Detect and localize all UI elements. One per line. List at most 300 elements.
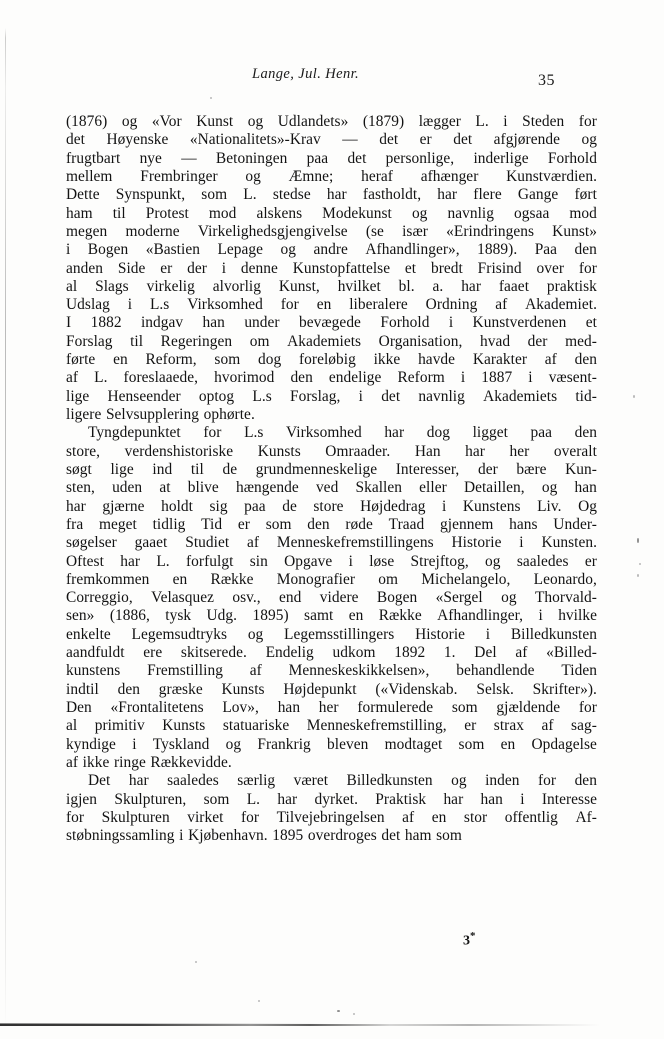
text-line bbox=[66, 516, 597, 534]
word: Selsk. bbox=[476, 680, 514, 698]
word: overdroges bbox=[307, 827, 377, 845]
word: Højdepunkt bbox=[283, 680, 357, 698]
word: Strejftog, bbox=[410, 552, 469, 570]
word: har bbox=[437, 186, 458, 204]
word: Virksomhed bbox=[286, 424, 362, 442]
word: Gange bbox=[517, 186, 559, 204]
word: og bbox=[121, 113, 138, 130]
text-line bbox=[66, 241, 597, 259]
word: førte bbox=[66, 351, 96, 369]
word: er bbox=[464, 717, 477, 735]
word: Thorvald- bbox=[534, 589, 597, 607]
word: 1887 bbox=[481, 369, 513, 387]
text-line bbox=[66, 388, 597, 406]
word: foreløbig bbox=[298, 351, 356, 369]
word: med- bbox=[565, 332, 597, 350]
word: Endelig bbox=[265, 644, 314, 662]
word: havde bbox=[418, 351, 456, 369]
word: kyndige bbox=[66, 735, 116, 753]
word: anden bbox=[66, 259, 103, 277]
word: Frankrig bbox=[257, 735, 311, 753]
word: formulerede bbox=[357, 699, 434, 716]
word: for bbox=[66, 808, 85, 826]
running-head-title: Lange, Jul. Henr. bbox=[252, 66, 360, 82]
word: («Videnskab. bbox=[375, 680, 458, 698]
word: hvad bbox=[479, 332, 511, 350]
word: Frembringer bbox=[140, 167, 218, 185]
word: af bbox=[247, 534, 260, 552]
word: hvilke bbox=[558, 607, 597, 625]
word: et bbox=[585, 314, 597, 332]
word: Organisation, bbox=[378, 332, 463, 350]
word: røde bbox=[345, 515, 373, 533]
word: behandlende bbox=[456, 662, 535, 680]
word: sten, bbox=[66, 479, 95, 497]
word: og bbox=[581, 131, 597, 149]
word: den bbox=[574, 351, 597, 369]
text-line bbox=[66, 589, 597, 607]
scan-speck bbox=[195, 961, 197, 963]
word: primitiv bbox=[94, 717, 145, 735]
word: Selvsupplering bbox=[105, 406, 199, 423]
word: for bbox=[578, 699, 597, 716]
word: Slags bbox=[95, 277, 129, 295]
word: under bbox=[244, 314, 280, 332]
word: Akademiets bbox=[483, 387, 558, 405]
word: foreslaaede, bbox=[123, 369, 199, 387]
word: gjærne bbox=[102, 497, 145, 515]
word: eller bbox=[419, 479, 447, 497]
word: denne bbox=[240, 259, 278, 277]
text-line bbox=[66, 461, 597, 479]
word: i bbox=[66, 241, 71, 259]
word: han bbox=[202, 314, 225, 332]
text-line bbox=[66, 791, 597, 809]
word: Kunst bbox=[196, 113, 234, 130]
word: (1876) bbox=[66, 113, 108, 130]
text-line bbox=[66, 607, 597, 625]
word: inden bbox=[485, 772, 520, 790]
word: end bbox=[279, 589, 302, 607]
word: for bbox=[538, 772, 557, 790]
word: faaet bbox=[498, 277, 530, 295]
word: moderne bbox=[125, 222, 180, 240]
word: det bbox=[379, 131, 399, 149]
word: a. bbox=[432, 277, 444, 295]
word: i bbox=[448, 314, 454, 332]
word: til bbox=[112, 204, 126, 222]
word: I bbox=[66, 314, 72, 332]
word: Kunstopfattelse bbox=[292, 259, 391, 277]
word: Kunstverdenen bbox=[472, 314, 567, 332]
word: om bbox=[249, 332, 270, 350]
word: Afhandlinger, bbox=[437, 607, 524, 625]
word: dog bbox=[426, 424, 450, 442]
word: det bbox=[381, 827, 401, 845]
word: 1895) bbox=[252, 607, 289, 625]
word: L. bbox=[156, 552, 170, 570]
word: og bbox=[411, 204, 428, 222]
text-line bbox=[66, 534, 597, 552]
word: græske bbox=[158, 680, 203, 698]
word: bevægede bbox=[299, 314, 361, 332]
word: en bbox=[316, 296, 332, 314]
word: den bbox=[574, 772, 597, 790]
word: — bbox=[181, 149, 197, 167]
word: strax bbox=[493, 717, 524, 735]
word: skitserede. bbox=[180, 644, 247, 662]
word: «Sergel bbox=[435, 589, 483, 607]
scan-speck bbox=[258, 1000, 260, 1002]
word: som bbox=[436, 827, 462, 845]
word: af bbox=[541, 717, 554, 735]
word: L.s bbox=[244, 424, 264, 442]
word: Højdedrag bbox=[360, 497, 426, 515]
word: de bbox=[282, 497, 297, 515]
word: Detaillen, bbox=[463, 479, 525, 497]
word: samt bbox=[304, 607, 334, 625]
word: ikke bbox=[82, 753, 110, 771]
word: osv., bbox=[232, 589, 261, 607]
word: som bbox=[451, 699, 478, 716]
word: ikke bbox=[373, 351, 401, 369]
word: Frisind bbox=[477, 259, 522, 277]
word: det bbox=[66, 131, 85, 149]
word: Kjøbenhavn. bbox=[188, 827, 268, 845]
word: Fremstilling bbox=[147, 662, 223, 680]
word: forfulgt bbox=[185, 552, 234, 570]
text-line bbox=[66, 351, 597, 369]
word: har bbox=[277, 790, 298, 808]
word: Reform, bbox=[145, 351, 197, 369]
word: Legemsstillingers bbox=[284, 625, 395, 643]
word: Monografier bbox=[276, 570, 356, 588]
word: Traad bbox=[388, 515, 425, 533]
page-number: 35 bbox=[538, 72, 555, 89]
word: praktisk bbox=[546, 277, 597, 295]
word: tid- bbox=[575, 387, 597, 405]
word: Tyngdepunktet bbox=[88, 424, 181, 442]
text-line bbox=[66, 717, 597, 735]
word: andre bbox=[313, 241, 348, 259]
word: han bbox=[480, 790, 503, 808]
word: Akademiets bbox=[287, 332, 362, 350]
word: megen bbox=[66, 222, 108, 240]
word: har bbox=[120, 552, 141, 570]
word: ere bbox=[143, 644, 163, 662]
word: er bbox=[584, 552, 597, 570]
word: har bbox=[66, 497, 86, 515]
word: Del bbox=[474, 644, 497, 662]
word: store bbox=[313, 497, 344, 515]
word: lægger bbox=[418, 113, 461, 130]
word: bære bbox=[516, 460, 547, 478]
word: ligere bbox=[66, 406, 102, 423]
word: han bbox=[277, 699, 301, 716]
text-line bbox=[66, 809, 597, 827]
scan-speck bbox=[637, 574, 639, 577]
word: der bbox=[477, 460, 498, 478]
word: tidlig bbox=[152, 515, 186, 533]
word: gjennem bbox=[440, 515, 494, 533]
word: navnlig bbox=[418, 387, 465, 405]
word: Tid bbox=[201, 515, 223, 533]
word: i bbox=[132, 735, 137, 753]
word: Menneskefremstillingens bbox=[276, 534, 434, 552]
word: Praktisk bbox=[375, 790, 427, 808]
word: Høyenske bbox=[106, 131, 169, 149]
word: alvorlig bbox=[212, 277, 262, 295]
signature-superscript: * bbox=[470, 930, 476, 942]
word: afhænger bbox=[420, 167, 479, 185]
word: i bbox=[221, 259, 227, 277]
word: sen» bbox=[66, 607, 95, 625]
running-head bbox=[0, 66, 664, 92]
word: Rækkevidde. bbox=[150, 753, 232, 771]
word: som bbox=[458, 735, 485, 753]
text-line bbox=[66, 571, 597, 589]
text-line bbox=[66, 406, 597, 424]
word: liberalere bbox=[349, 296, 408, 314]
text-line bbox=[66, 296, 597, 314]
word: i bbox=[538, 607, 543, 625]
scan-edge-artifact-bottom-secondary bbox=[0, 1023, 330, 1024]
word: søgelser bbox=[66, 534, 117, 552]
word: ligget bbox=[472, 424, 508, 442]
word: Correggio, bbox=[66, 589, 133, 607]
word: søgt bbox=[66, 460, 92, 478]
word: Akademiet. bbox=[525, 296, 597, 314]
word: al bbox=[66, 717, 78, 735]
word: det bbox=[453, 131, 473, 149]
word: har bbox=[443, 790, 464, 808]
word: afgjørende bbox=[493, 131, 560, 149]
word: og bbox=[245, 167, 261, 185]
word: i bbox=[179, 827, 184, 845]
text-line bbox=[66, 498, 597, 516]
word: er bbox=[419, 131, 432, 149]
word: «Erindringens bbox=[446, 222, 534, 240]
word: for bbox=[578, 259, 597, 277]
word: her bbox=[318, 699, 339, 716]
word: L.s bbox=[252, 387, 272, 405]
word: Skallen bbox=[355, 479, 402, 497]
word: Forhold bbox=[380, 314, 430, 332]
word: saaledes bbox=[167, 772, 219, 790]
word: nye bbox=[139, 149, 162, 167]
word: Historie bbox=[451, 534, 502, 552]
scan-speck bbox=[210, 97, 212, 99]
scan-speck bbox=[639, 563, 641, 565]
word: om bbox=[378, 570, 399, 588]
word: hængende bbox=[235, 479, 299, 497]
word: Regeringen bbox=[160, 332, 233, 350]
word: dog bbox=[257, 351, 282, 369]
word: og bbox=[225, 735, 242, 753]
word: Kunstens bbox=[462, 497, 521, 515]
word: Ordning bbox=[425, 296, 478, 314]
text-line bbox=[66, 479, 597, 497]
word: Forslag bbox=[66, 332, 113, 350]
word: af bbox=[249, 662, 262, 680]
word: har bbox=[128, 772, 149, 790]
word: Protest bbox=[145, 204, 189, 222]
word: Modekunst bbox=[322, 204, 392, 222]
text-line bbox=[66, 186, 597, 204]
word: Reform bbox=[397, 369, 445, 387]
word: for bbox=[203, 424, 222, 442]
word: som bbox=[203, 790, 230, 808]
word: Legemsudtryks bbox=[131, 625, 228, 643]
word: ophørte. bbox=[203, 406, 255, 423]
word: og bbox=[451, 772, 467, 790]
word: «Frontalitetens bbox=[110, 699, 204, 716]
word: stor bbox=[463, 808, 488, 826]
word: Det bbox=[88, 772, 111, 790]
word: al bbox=[66, 277, 78, 295]
word: ham bbox=[66, 204, 93, 222]
word: Kunsten. bbox=[541, 534, 597, 552]
word: væsent- bbox=[548, 369, 597, 387]
word: den bbox=[307, 515, 330, 533]
word: fra bbox=[66, 515, 84, 533]
text-line bbox=[66, 260, 597, 278]
word: (1879) bbox=[362, 113, 405, 130]
word: sig bbox=[209, 497, 228, 515]
word: tysk bbox=[165, 607, 192, 625]
word: «Nationalitets»-Krav bbox=[189, 131, 321, 149]
signature-number: 3 bbox=[463, 933, 470, 949]
word: videre bbox=[319, 589, 359, 607]
word: i bbox=[442, 497, 447, 515]
word: han bbox=[574, 479, 597, 497]
text-line bbox=[66, 314, 597, 332]
word: Bogen bbox=[376, 589, 418, 607]
body-text-block bbox=[66, 113, 597, 846]
word: til bbox=[130, 332, 144, 350]
word: Kunstværdien. bbox=[506, 167, 597, 185]
word: blive bbox=[187, 479, 219, 497]
word: for bbox=[280, 296, 299, 314]
word: er bbox=[160, 259, 173, 277]
word: paa bbox=[244, 497, 266, 515]
word: Dette bbox=[66, 186, 100, 204]
text-line bbox=[66, 369, 597, 387]
word: bl. bbox=[398, 277, 415, 295]
printer-signature-mark bbox=[463, 930, 476, 950]
word: Udlandets» bbox=[277, 113, 349, 130]
word: 1882 bbox=[90, 314, 122, 332]
word: Skulpturen bbox=[101, 808, 170, 826]
word: Omraader. bbox=[325, 442, 391, 460]
word: og bbox=[485, 552, 501, 570]
text-line bbox=[66, 168, 597, 186]
word: flere bbox=[473, 186, 502, 204]
word: og bbox=[541, 479, 558, 497]
word: den bbox=[290, 369, 313, 387]
word: Virksomhed bbox=[187, 296, 263, 314]
word: Synspunkt, bbox=[115, 186, 186, 204]
word: Billedkunsten bbox=[510, 625, 597, 643]
word: verdenshistoriske bbox=[124, 442, 234, 460]
word: Under- bbox=[553, 515, 597, 533]
word: statuariske bbox=[222, 717, 290, 735]
word: her bbox=[509, 442, 530, 460]
word: et bbox=[404, 259, 417, 277]
word: Virkelighedsgjengivelse bbox=[197, 222, 348, 240]
word: Betoningen bbox=[215, 149, 288, 167]
word: en bbox=[431, 808, 447, 826]
word: Menneskefremstilling, bbox=[306, 717, 447, 735]
word: løse bbox=[369, 552, 395, 570]
word: Kun- bbox=[565, 460, 597, 478]
word: Skulpturen, bbox=[114, 790, 187, 808]
word: for bbox=[578, 113, 597, 130]
word: Skrifter»). bbox=[532, 680, 597, 698]
word: Michelangelo, bbox=[421, 570, 511, 588]
word: i bbox=[348, 552, 353, 570]
word: Karakter bbox=[472, 351, 528, 369]
word: Interesse bbox=[541, 790, 597, 808]
word: af bbox=[402, 808, 415, 826]
word: Kunsts bbox=[221, 680, 265, 698]
word: personlige, bbox=[385, 149, 455, 167]
word: saaledes bbox=[516, 552, 569, 570]
word: især bbox=[402, 222, 428, 240]
word: har bbox=[326, 186, 347, 204]
text-line bbox=[66, 424, 597, 442]
scan-speck bbox=[633, 395, 635, 398]
word: hvilket bbox=[337, 277, 381, 295]
word: ogsaa bbox=[514, 204, 550, 222]
text-line bbox=[66, 113, 597, 131]
word: og bbox=[247, 113, 264, 130]
word: for bbox=[240, 808, 260, 826]
word: og bbox=[247, 625, 264, 643]
word: «Bastien bbox=[145, 241, 200, 259]
word: Opgave bbox=[284, 552, 333, 570]
word: virket bbox=[187, 808, 224, 826]
word: Lepage bbox=[217, 241, 264, 259]
word: Udg. bbox=[206, 607, 238, 625]
word: mod bbox=[569, 204, 597, 222]
word: og bbox=[280, 241, 296, 259]
word: sag- bbox=[571, 717, 597, 735]
scan-edge-artifact-bottom bbox=[0, 1024, 600, 1026]
word: hvorimod bbox=[214, 369, 275, 387]
word: dyrket. bbox=[314, 790, 358, 808]
word: som bbox=[265, 515, 292, 533]
word: indtil bbox=[66, 680, 99, 698]
text-line bbox=[66, 278, 597, 296]
word: Leonardo, bbox=[533, 570, 597, 588]
word: bleven bbox=[327, 735, 369, 753]
text-line bbox=[66, 736, 597, 754]
word: det bbox=[347, 149, 367, 167]
word: L. bbox=[246, 790, 261, 808]
word: de bbox=[222, 460, 238, 478]
word: Tiden bbox=[561, 662, 597, 680]
word: Menneskeskikkelsen», bbox=[288, 662, 430, 680]
word: aandfuldt bbox=[66, 644, 125, 662]
word: indgav bbox=[140, 314, 184, 332]
text-line bbox=[66, 699, 597, 717]
word: der bbox=[527, 332, 548, 350]
text-line bbox=[66, 681, 597, 699]
word: Velasquez bbox=[151, 589, 214, 607]
scan-speck bbox=[337, 1010, 340, 1012]
scan-speck bbox=[637, 538, 639, 543]
